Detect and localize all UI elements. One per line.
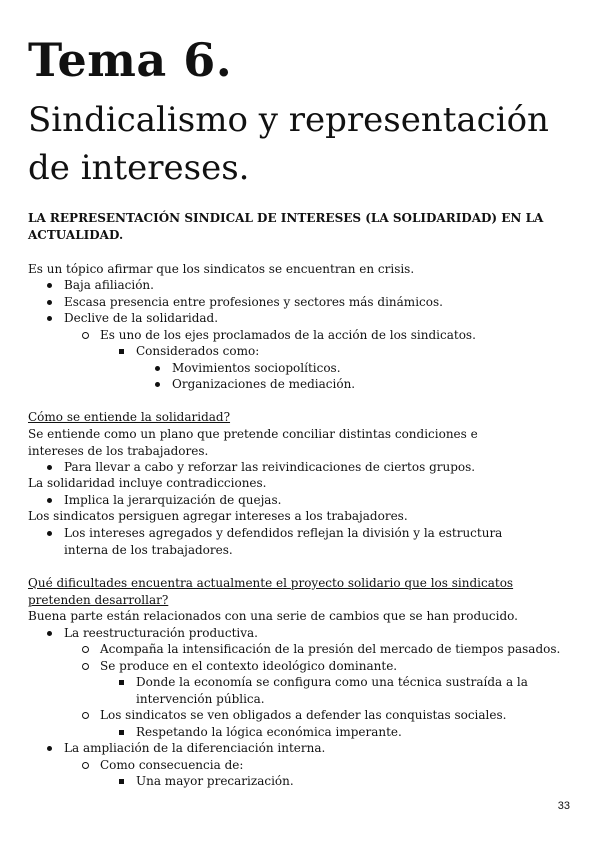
page-title: Tema 6.: [28, 33, 233, 87]
sub-sub-bullet-item: Considerados como:: [136, 344, 260, 358]
bullet-item: La reestructuración productiva.: [64, 626, 258, 640]
paragraph-crisis: Es un tópico afirmar que los sindicatos se encuentran en crisis.: [28, 262, 415, 276]
sub-bullet-item: Los sindicatos se ven obligados a defender las conquistas sociales.: [100, 708, 507, 722]
bullet-item: Los intereses agregados y defendidos reflejan la división y la estructura interna de los trabajadores.: [64, 525, 534, 558]
sub-sub-bullet-item: Respetando la lógica económica imperante.: [136, 725, 402, 739]
bullet-item: Declive de la solidaridad.: [64, 311, 219, 325]
page-number: 33: [557, 800, 570, 812]
bullet-item: Implica la jerarquización de quejas.: [64, 493, 282, 507]
bullet-item: Baja afiliación.: [64, 278, 154, 292]
sub-bullet-item: Es uno de los ejes proclamados de la acción de los sindicatos.: [100, 328, 476, 342]
paragraph-agregar: Los sindicatos persiguen agregar intereses a los trabajadores.: [28, 509, 408, 523]
bullet-item: Escasa presencia entre profesiones y sectores más dinámicos.: [64, 295, 443, 309]
sub-sub-bullet-item: Donde la economía se configura como una técnica sustraída a la intervención pública.: [136, 674, 556, 707]
deep-bullet-item: Organizaciones de mediación.: [172, 377, 356, 391]
page-subtitle: Sindicalismo y representación de intereses.: [28, 100, 549, 188]
bullet-item: La ampliación de la diferenciación interna.: [64, 741, 326, 755]
sub-bullet-item: Como consecuencia de:: [100, 758, 244, 772]
deep-bullet-item: Movimientos sociopolíticos.: [172, 361, 341, 375]
paragraph-contradicciones: La solidaridad incluye contradicciones.: [28, 476, 267, 490]
sub-bullet-item: Se produce en el contexto ideológico dominante.: [100, 659, 398, 673]
section-heading: LA REPRESENTACIÓN SINDICAL DE INTERESES (LA SOLIDARIDAD) EN LA ACTUALIDAD.: [28, 211, 544, 242]
question-heading: Cómo se entiende la solidaridad?: [28, 410, 231, 424]
sub-bullet-item: Acompaña la intensificación de la presión del mercado de tiempos pasados.: [100, 642, 561, 656]
sub-sub-bullet-item: Una mayor precarización.: [136, 774, 294, 788]
bullet-item: Para llevar a cabo y reforzar las reivindicaciones de ciertos grupos.: [64, 460, 476, 474]
question-heading: Qué dificultades encuentra actualmente el proyecto solidario que los sindicatos pretenden desarrollar?: [28, 576, 514, 607]
paragraph-cambios: Buena parte están relacionados con una serie de cambios que se han producido.: [28, 609, 518, 623]
paragraph-solidaridad: Se entiende como un plano que pretende conciliar distintas condiciones e intereses de los trabajadores.: [28, 427, 478, 458]
